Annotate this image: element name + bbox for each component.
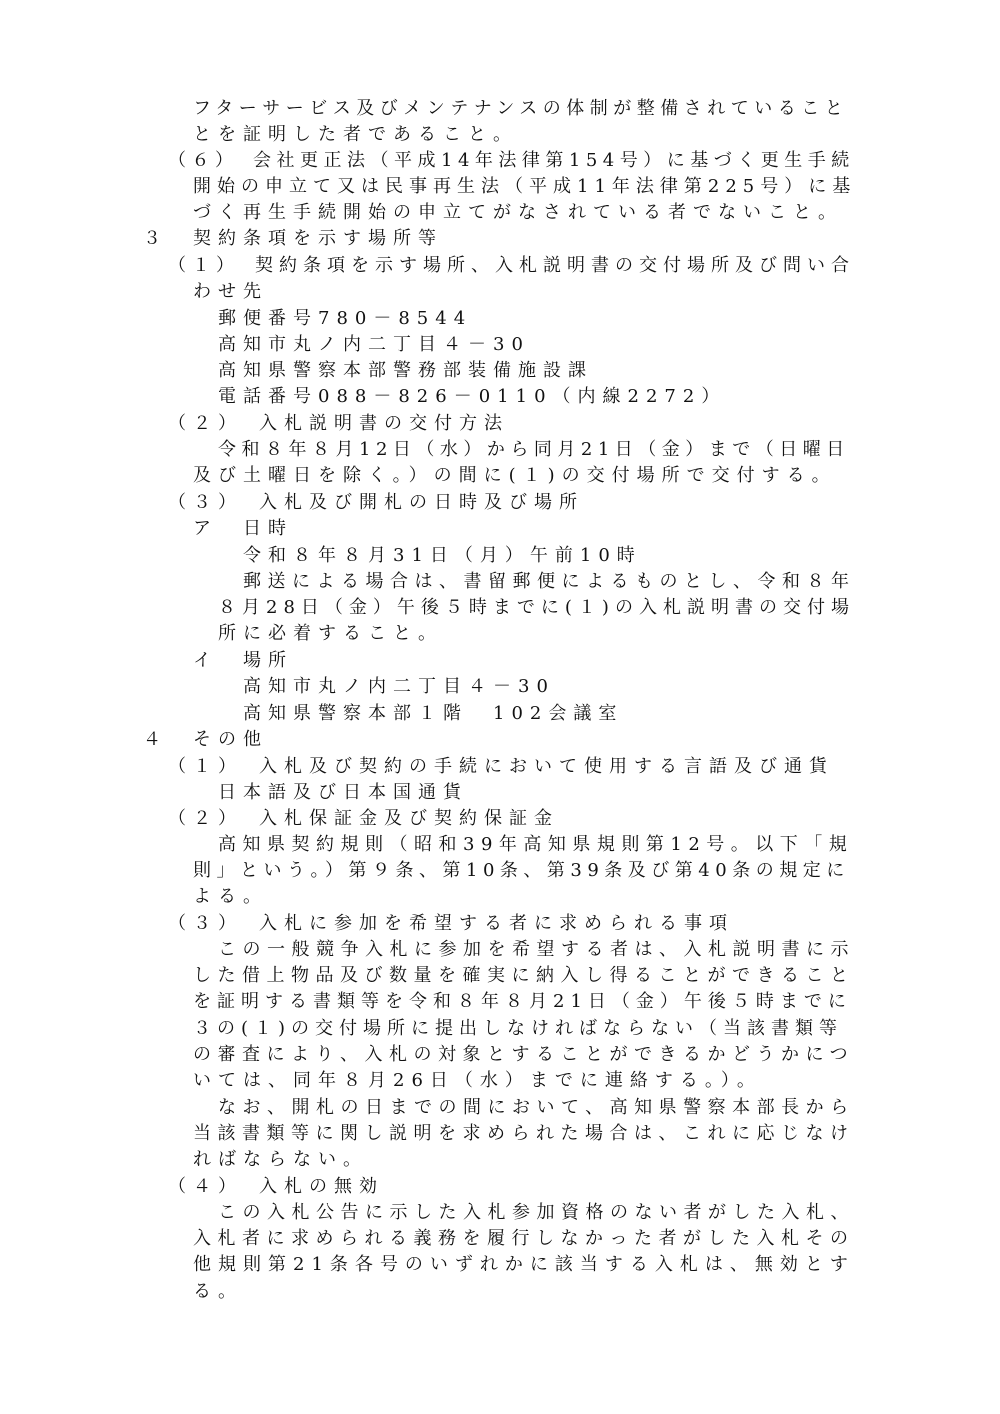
item-heading: （４） 入札の無効 — [168, 1176, 384, 1197]
body-text-line: 日本語及び日本国通貨 — [218, 782, 468, 803]
body-text-line: ３の(１)の交付場所に提出しなければならない（当該書類等 — [193, 1018, 844, 1039]
body-text-line: 開始の申立て又は民事再生法（平成11年法律第225号）に基 — [193, 176, 857, 197]
address-line: 郵便番号780－8544 — [218, 308, 473, 329]
body-text-line: この一般競争入札に参加を希望する者は、入札説明書に示 — [218, 939, 855, 960]
address-line: 電話番号088－826－0110（内線2272） — [218, 386, 727, 407]
body-text-line: 郵送による場合は、書留郵便によるものとし、令和８年 — [243, 571, 856, 592]
body-text-line: とを証明した者であること。 — [193, 124, 518, 145]
item-heading: （２） 入札説明書の交付方法 — [168, 413, 509, 434]
body-text-line: 他規則第21条各号のいずれかに該当する入札は、無効とす — [193, 1254, 855, 1275]
body-text-line: づく再生手続開始の申立てがなされている者でないこと。 — [193, 202, 843, 223]
section-heading: ４ その他 — [143, 729, 268, 750]
item-heading: （３） 入札及び開札の日時及び場所 — [168, 492, 584, 513]
body-text-line: 高知県契約規則（昭和39年高知県規則第12号。以下「規 — [218, 834, 854, 855]
address-line: 高知市丸ノ内二丁目４－30 — [218, 334, 530, 355]
body-text-line: いては、同年８月26日（水）までに連絡する。）。 — [193, 1070, 762, 1091]
body-text-line: 及び土曜日を除く。）の間に(１)の交付場所で交付する。 — [193, 465, 837, 486]
body-text-line: 令和８年８月31日（月）午前10時 — [243, 545, 642, 566]
body-text-line: 当該書類等に関し説明を求められた場合は、これに応じなけ — [193, 1123, 855, 1144]
item-heading: （６） 会社更正法（平成14年法律第154号）に基づく更生手続 — [168, 150, 855, 171]
body-text-line: した借上物品及び数量を確実に納入し得ることができること — [193, 965, 855, 986]
body-text-line: ればならない。 — [193, 1149, 368, 1170]
subitem-heading: ア 日時 — [193, 518, 293, 539]
body-text-line: 則」という。）第９条、第10条、第39条及び第40条の規定に — [193, 860, 850, 881]
item-heading: （１） 契約条項を示す場所、入札説明書の交付場所及び問い合 — [168, 255, 855, 276]
item-heading: （３） 入札に参加を希望する者に求められる事項 — [168, 913, 734, 934]
body-text-line: 令和８年８月12日（水）から同月21日（金）まで（日曜日 — [218, 439, 850, 460]
address-line: 高知県警察本部警務部装備施設課 — [218, 360, 593, 381]
body-text-line: フターサービス及びメンテナンスの体制が整備されていること — [193, 98, 849, 119]
body-text-line: この入札公告に示した入札参加資格のない者がした入札、 — [218, 1202, 855, 1223]
body-text-line: る。 — [193, 1281, 243, 1302]
subitem-heading: イ 場所 — [193, 650, 293, 671]
body-text-line: を証明する書類等を令和８年８月21日（金）午後５時までに — [193, 991, 852, 1012]
body-text-line: 入札者に求められる義務を履行しなかった者がした入札その — [193, 1228, 855, 1249]
body-text-line: の審査により、入札の対象とすることができるかどうかにつ — [193, 1044, 855, 1065]
item-heading: （１） 入札及び契約の手続において使用する言語及び通貨 — [168, 756, 834, 777]
body-text-line: 所に必着すること。 — [218, 623, 443, 644]
body-text-line: わせ先 — [193, 281, 268, 302]
address-line: 高知県警察本部１階 102会議室 — [243, 703, 624, 724]
section-heading: ３ 契約条項を示す場所等 — [143, 228, 443, 249]
address-line: 高知市丸ノ内二丁目４－30 — [243, 676, 555, 697]
body-text-line: なお、開札の日までの間において、高知県警察本部長から — [218, 1097, 855, 1118]
body-text-line: ８月28日（金）午後５時までに(１)の入札説明書の交付場 — [218, 597, 855, 618]
item-heading: （２） 入札保証金及び契約保証金 — [168, 808, 559, 829]
body-text-line: よる。 — [193, 886, 268, 907]
